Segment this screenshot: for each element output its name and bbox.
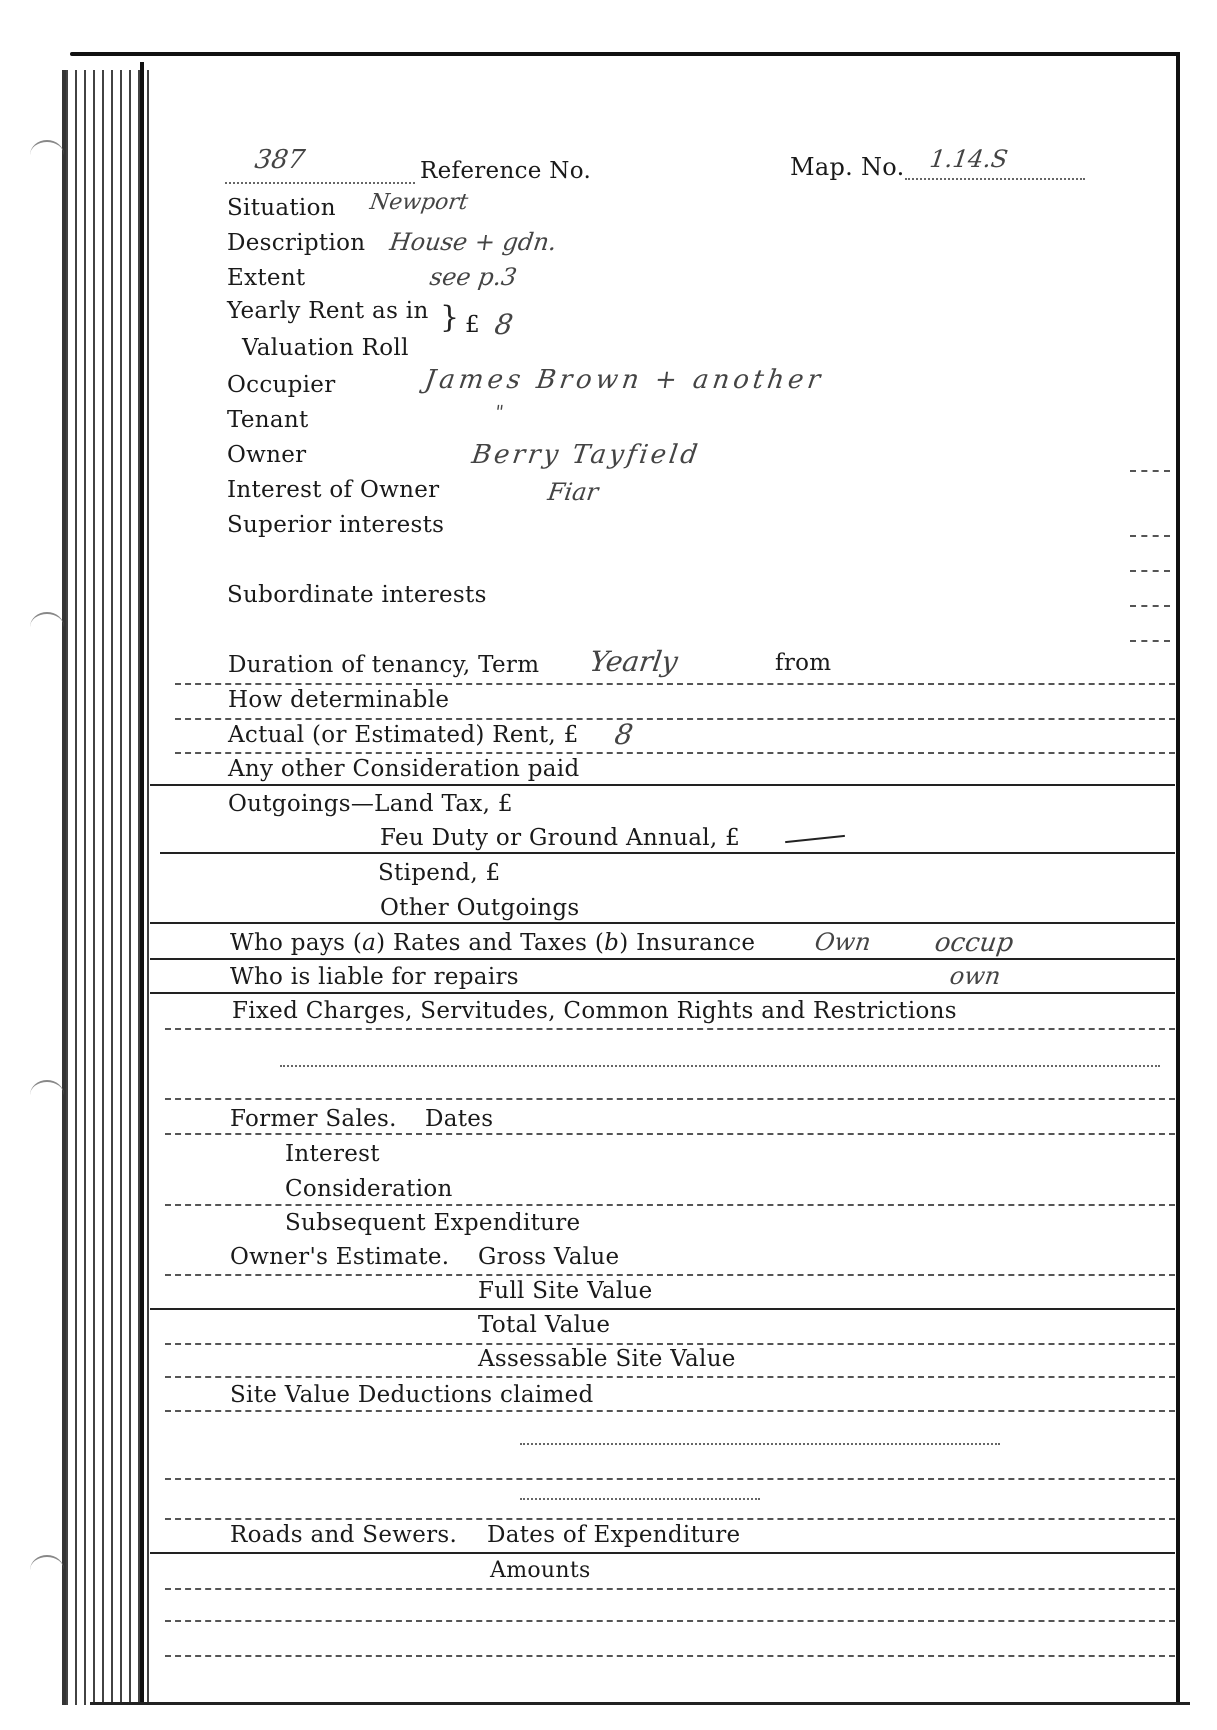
ruled-line [175,683,1175,685]
total-value-label: Total Value [478,1312,611,1338]
punch-hole-mark [30,1080,64,1110]
who-pays-part-c: ) Insurance [619,930,756,956]
margin-dash [1130,570,1170,572]
ruled-line [520,1443,1000,1445]
from-label: from [775,650,832,676]
ruled-line [160,852,1175,854]
ruled-line [165,1478,1175,1480]
duration-label: Duration of tenancy, Term [228,652,540,678]
ruled-line [150,922,1175,924]
how-determinable-label: How determinable [228,687,450,713]
punch-hole-mark [30,140,64,170]
who-pays-letter-a: a [362,930,377,956]
punch-hole-mark [30,612,64,642]
former-sales-label: Former Sales. [230,1106,397,1132]
page-right-edge [1176,52,1180,1702]
yearly-rent-label-line1: Yearly Rent as in [227,298,429,324]
who-pays-part-a: Who pays ( [230,930,363,956]
margin-dash [1130,470,1170,472]
ruled-line [165,1410,1175,1412]
margin-dash [1130,605,1170,607]
page-top-edge [70,52,1180,56]
outgoings-label: Outgoings—Land Tax, £ [228,791,513,817]
page-bottom-edge [90,1702,1190,1705]
nil-dash-mark [785,835,845,843]
ruled-line [165,1028,1175,1030]
description-label: Description [227,230,366,256]
reference-number-line [225,182,415,184]
who-pays-label [230,930,755,956]
interest-of-owner-label: Interest of Owner [227,477,440,503]
map-number-label: Map. No. [790,153,905,181]
owner-value: Berry Tayfield [469,440,703,470]
other-consideration-label: Any other Consideration paid [228,756,580,782]
who-pays-part-b: ) Rates and Taxes ( [376,930,605,956]
ruled-line [150,1308,1175,1310]
roads-sewers-dates-label: Dates of Expenditure [487,1522,741,1548]
yearly-rent-currency: £ [465,312,480,338]
ruled-line [165,1620,1175,1622]
superior-interests-label: Superior interests [227,512,445,538]
situation-label: Situation [227,195,336,221]
tenant-label: Tenant [227,407,309,433]
other-outgoings-label: Other Outgoings [380,895,580,921]
ruled-line [175,718,1175,720]
ruled-line [165,1204,1175,1206]
binding-edge-line [140,62,144,1702]
ruled-line [165,1274,1175,1276]
who-pays-letter-b: b [604,930,620,956]
ruled-line [520,1498,760,1500]
reference-label: Reference No. [420,158,592,184]
who-pays-value-a: Own [813,928,873,956]
ruled-line [165,1376,1175,1378]
gross-value-label: Gross Value [478,1244,620,1270]
occupier-label: Occupier [227,372,336,398]
feu-duty-label: Feu Duty or Ground Annual, £ [380,825,741,851]
subsequent-expenditure-label: Subsequent Expenditure [285,1210,581,1236]
yearly-rent-label-line2: Valuation Roll [242,335,409,361]
occupier-value: James Brown + another [422,365,827,395]
owners-estimate-label: Owner's Estimate. [230,1244,450,1270]
ruled-line [150,1552,1175,1554]
ruled-line [175,752,1175,754]
ruled-line [150,958,1175,960]
extent-value: see p.3 [428,263,519,291]
owner-label: Owner [227,442,307,468]
former-sales-interest-label: Interest [285,1141,380,1167]
duration-value: Yearly [587,645,680,678]
interest-of-owner-value: Fiar [546,478,601,506]
reference-number-value: 387 [252,145,307,175]
ruled-line [165,1655,1175,1657]
former-sales-consideration-label: Consideration [285,1176,453,1202]
punch-hole-mark [30,1555,64,1585]
assessable-site-value-label: Assessable Site Value [478,1346,736,1372]
description-value: House + gdn. [388,228,559,256]
ruled-line [165,1133,1175,1135]
extent-label: Extent [227,265,306,291]
roads-sewers-amounts-label: Amounts [490,1558,591,1583]
who-pays-value-b: occup [932,928,1016,958]
full-site-value-label: Full Site Value [478,1278,653,1304]
ruled-line [165,1343,1175,1345]
situation-value: Newport [368,190,470,215]
site-deductions-label: Site Value Deductions claimed [230,1382,594,1408]
repairs-value: own [948,962,1003,990]
brace-icon: } [440,300,460,335]
actual-rent-label: Actual (or Estimated) Rent, £ [228,722,579,748]
actual-rent-value: 8 [612,718,636,751]
subordinate-interests-label: Subordinate interests [227,582,487,608]
fixed-charges-label: Fixed Charges, Servitudes, Common Rights and Restrictions [232,998,957,1024]
former-sales-dates-label: Dates [425,1106,494,1132]
ruled-line [165,1518,1175,1520]
repairs-label: Who is liable for repairs [230,964,519,990]
roads-sewers-label: Roads and Sewers. [230,1522,458,1548]
map-number-value: 1.14.S [928,145,1010,173]
ruled-line [165,1098,1175,1100]
ruled-line [165,1588,1175,1590]
tenant-value: " [493,402,505,423]
ruled-line [150,784,1175,786]
map-number-line [905,178,1085,180]
margin-dash [1130,640,1170,642]
stipend-label: Stipend, £ [378,860,501,886]
yearly-rent-value: 8 [492,308,516,341]
ruled-line [150,992,1175,994]
ruled-line [280,1065,1160,1067]
margin-dash [1130,535,1170,537]
